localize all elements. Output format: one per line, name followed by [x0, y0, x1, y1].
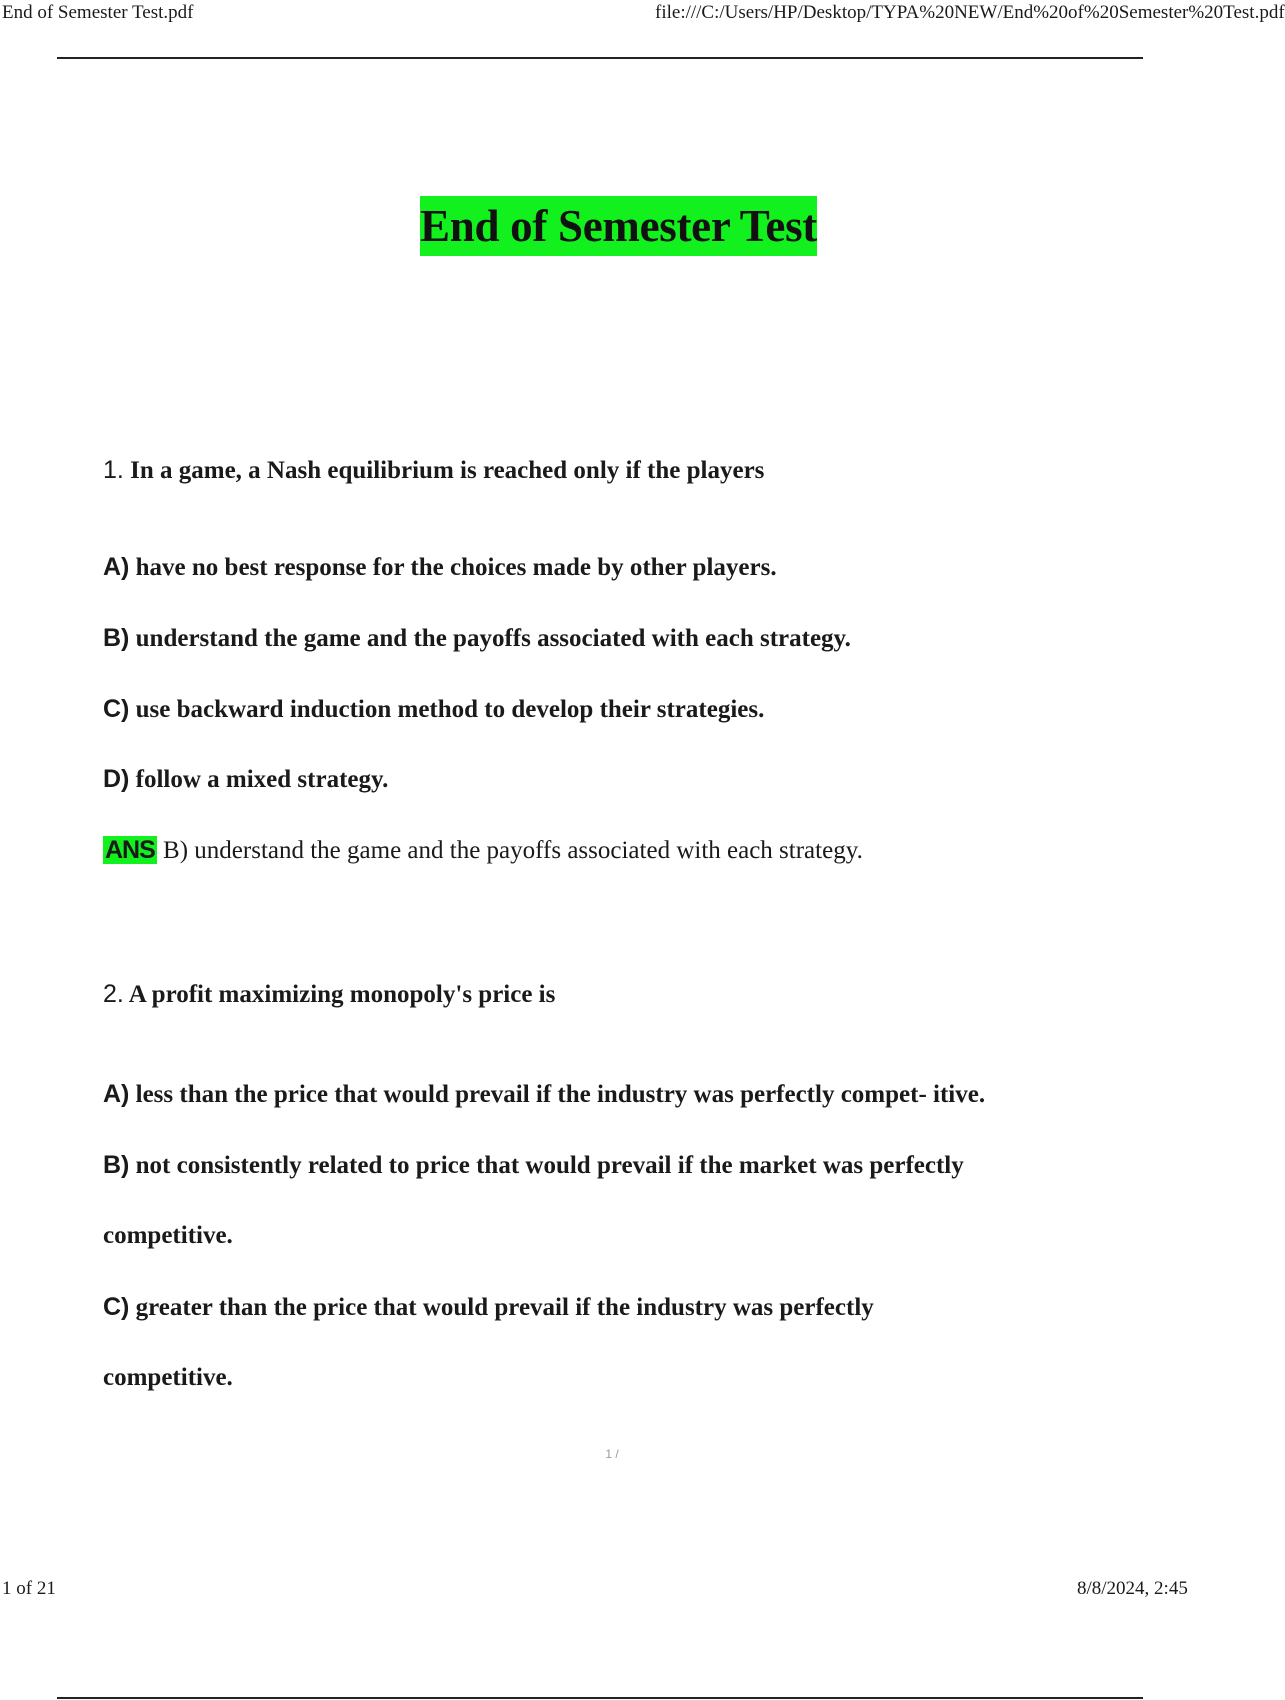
q2-option-c-cont	[103, 1364, 233, 1392]
option-text: use backward induction method to develop their strategies.	[135, 696, 765, 723]
bottom-divider	[57, 1697, 1143, 1699]
q2-option-b-cont	[103, 1222, 233, 1250]
option-text: have no best response for the choices made by other players.	[135, 554, 777, 581]
q1-option-d	[103, 765, 388, 794]
q1-option-c	[103, 695, 764, 724]
q2-option-b	[103, 1151, 964, 1180]
option-letter: A)	[103, 553, 130, 581]
option-text: greater than the price that would prevail if the industry was perfectly	[135, 1294, 874, 1321]
option-text: follow a mixed strategy.	[135, 766, 389, 793]
q1-answer	[103, 836, 863, 865]
question-number: 2.	[103, 980, 124, 1008]
question-1	[103, 456, 764, 485]
answer-badge: ANS	[105, 836, 155, 864]
answer-text: B) understand the game and the payoffs associated with each strategy.	[163, 837, 863, 864]
title-container	[0, 196, 1237, 256]
option-letter: C)	[103, 1293, 130, 1321]
option-text-continued: competitive.	[103, 1222, 233, 1249]
q2-option-a	[103, 1080, 985, 1109]
question-2	[103, 980, 555, 1009]
option-text: understand the game and the payoffs associated with each strategy.	[135, 625, 851, 652]
pdf-file-url: file:///C:/Users/HP/Desktop/TYPA%20NEW/End%20of%20Semester%20Test.pdf	[655, 2, 1285, 23]
option-letter: B)	[103, 624, 130, 652]
q1-option-b	[103, 624, 851, 653]
top-divider	[57, 57, 1143, 59]
q2-option-c	[103, 1293, 874, 1322]
option-letter: B)	[103, 1151, 130, 1179]
pdf-file-title: End of Semester Test.pdf	[2, 2, 194, 23]
question-text: A profit maximizing monopoly's price is	[128, 981, 556, 1008]
option-text: not consistently related to price that would prevail if the market was perfectly	[135, 1152, 964, 1179]
option-letter: D)	[103, 765, 130, 793]
q1-option-a	[103, 553, 777, 582]
document-title: End of Semester Test	[420, 196, 817, 256]
option-letter: A)	[103, 1080, 130, 1108]
print-datetime: 8/8/2024, 2:45	[1077, 1578, 1188, 1599]
option-letter: C)	[103, 695, 130, 723]
page-count: 1 of 21	[2, 1578, 56, 1599]
question-number: 1.	[103, 456, 124, 484]
option-text-continued: competitive.	[103, 1364, 233, 1391]
page-marker: 1 /	[605, 1447, 619, 1461]
option-text: less than the price that would prevail if the industry was perfectly compet- itive.	[135, 1081, 986, 1108]
question-text: In a game, a Nash equilibrium is reached only if the players	[130, 457, 765, 484]
